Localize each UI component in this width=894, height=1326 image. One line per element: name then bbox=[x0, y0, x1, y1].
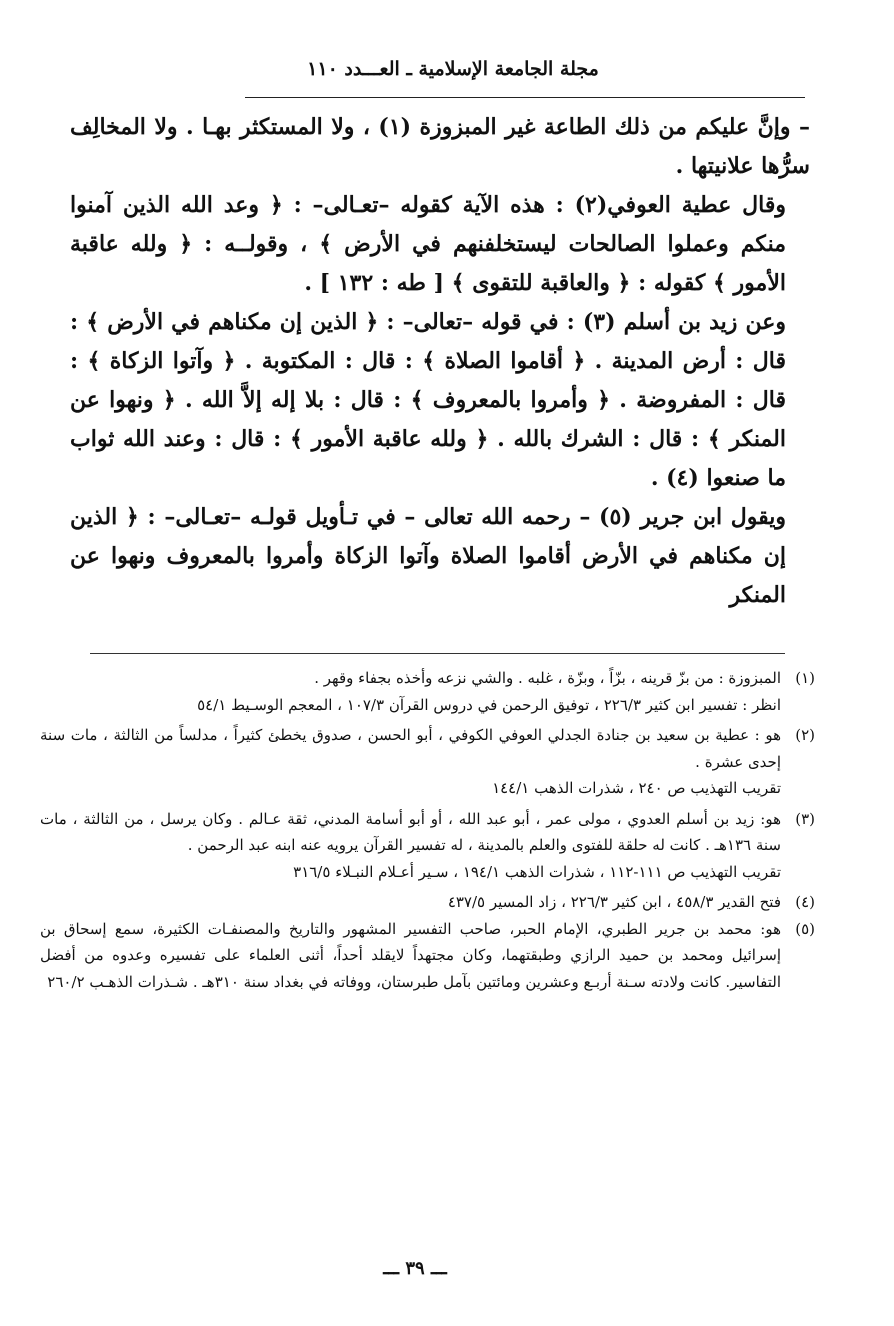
footnote-separator bbox=[90, 653, 785, 654]
page-number: ـــ ٣٩ ـــ bbox=[383, 1258, 447, 1279]
paragraph-1: – وإنَّ عليكم من ذلك الطاعة غير المبزوزة (١) ، ولا المستكثر بهـا . ولا المخالِف سرُّها علانيتها . bbox=[70, 114, 810, 179]
paragraph-2: وقال عطية العوفي(٢) : هذه الآية كقوله –تعـالى– : ﴿ وعد الله الذين آمنوا منكم وعملوا الصالحات ليستخلفنهم في الأرض ﴾ ، وقولــه : ﴿ ولله عاقبة الأمور ﴾ كقوله : ﴿ والعاقبة للتقوى ﴾ [ طه : ١٣٢ ] . bbox=[70, 192, 787, 296]
footnote-3 bbox=[40, 806, 815, 886]
footnote-number: (٤) bbox=[795, 893, 815, 911]
footnote-number: (١) bbox=[795, 669, 815, 687]
footnote-line: فتح القدير ٤٥٨/٣ ، ابن كثير ٢٢٦/٣ ، زاد المسير ٤٣٧/٥ bbox=[447, 893, 781, 911]
footnote-1 bbox=[40, 665, 815, 718]
footnotes bbox=[40, 665, 815, 995]
footnote-4 bbox=[40, 889, 815, 916]
main-text bbox=[70, 108, 810, 615]
footnote-line: تقريب التهذيب ص ١١١-١١٢ ، شذرات الذهب ١٩٤/١ ، سـير أعـلام النبـلاء ٣١٦/٥ bbox=[293, 862, 781, 881]
paragraph-4: ويقول ابن جرير (٥) – رحمه الله تعالى – في تـأويل قولـه –تعـالى– : ﴿ الذين إن مكناهم في الأرض أقاموا الصلاة وآتوا الزكاة وأمروا بالمعروف ونهوا عن المنكر bbox=[70, 504, 786, 608]
footnote-line: هو: زيد بن أسلم العدوي ، مولى عمر ، أبو عبد الله ، أو أبو أسامة المدني، ثقة عـالم . وكان يرسل ، من الثالثة ، مات سنة ١٣٦هـ . كانت له حلقة للفتوى والعلم بالمدينة ، له تفسير القرآن يرويه عنه ابنه عبد الرحمن . bbox=[40, 809, 781, 854]
footnote-line: المبزوزة : من بزّ قرينه ، بزّاً ، وبزّة ، غلبه . والشي نزعه وأخذه بجفاء وقهر . bbox=[314, 669, 781, 687]
footnote-number: (٣) bbox=[795, 809, 815, 828]
paragraph-3: وعن زيد بن أسلم (٣) : في قوله –تعالى– : ﴿ الذين إن مكناهم في الأرض ﴾ : قال : أرض المدينة . ﴿ أقاموا الصلاة ﴾ : قال : المكتوبة . ﴿ وآتوا الزكاة ﴾ : قال : المفروضة . ﴿ وأمروا بالمعروف ﴾ : قال : بلا إله إلاَّ الله . ﴿ ونهوا عن المنكر ﴾ : قال : الشرك بالله . ﴿ ولله عاقبة الأمور ﴾ : قال : وعند الله ثواب ما صنعوا (٤) . bbox=[70, 309, 786, 491]
footnote-line: تقريب التهذيب ص ٢٤٠ ، شذرات الذهب ١٤٤/١ bbox=[492, 779, 781, 797]
footnote-number: (٥) bbox=[795, 919, 815, 938]
footnote-line: هو: محمد بن جرير الطبري، الإمام الحبر، صاحب التفسير المشهور والتاريخ والمصنفـات الكثيرة، سمع إسحاق بن إسرائيل ومحمد بن حميد الرازي وطبقتهما، وكان مجتهداً لايقلد أحداً، أثنى العلماء على تفسيره وعدوه من أفضل التفاسير. كانت ولادته سـنة أربـع وعشرين ومائتين بآمل طبرستان، ووفاته في بغداد سنة ٣١٠هـ . شـذرات الذهـب ٢٦٠/٢ bbox=[40, 919, 781, 991]
header-rule bbox=[245, 97, 805, 98]
footnote-number: (٢) bbox=[795, 726, 815, 744]
footnote-5 bbox=[40, 916, 815, 996]
footnote-line: هو : عطية بن سعيد بن جنادة الجدلي العوفي الكوفي ، أبو الحسن ، صدوق يخطئ كثيراً ، مدلساً من الثالثة ، مات سنة إحدى عشرة . bbox=[40, 726, 781, 771]
running-header: مجلة الجامعة الإسلامية ـ العـــدد ١١٠ bbox=[307, 58, 599, 80]
footnote-2 bbox=[40, 722, 815, 802]
footnote-line: انظر : تفسير ابن كثير ٢٢٦/٣ ، توفيق الرحمن في دروس القرآن ١٠٧/٣ ، المعجم الوسـيط ٥٤/١ bbox=[197, 695, 781, 714]
